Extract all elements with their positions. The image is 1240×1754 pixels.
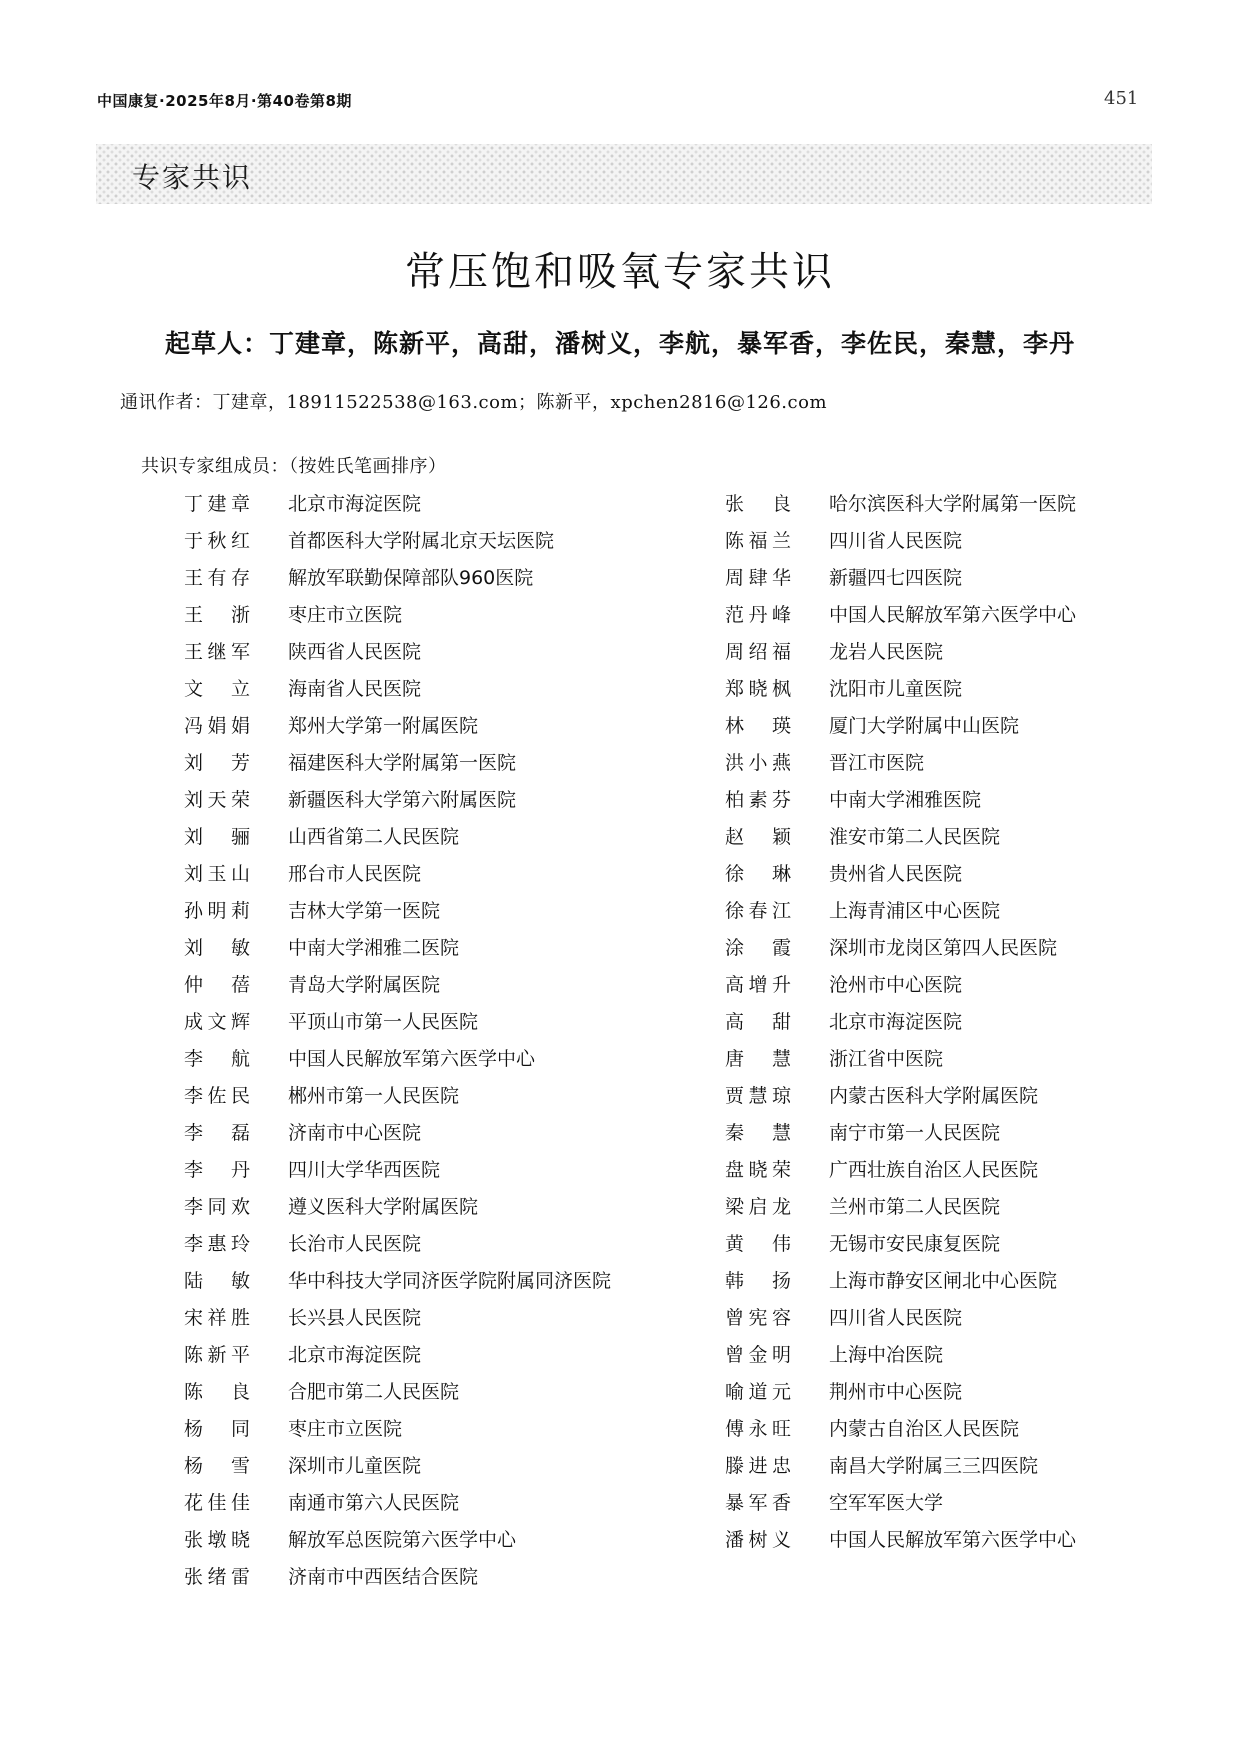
member-row [725, 1337, 1076, 1374]
member-row [725, 1226, 1076, 1263]
member-row [725, 1152, 1076, 1189]
member-institution: 四川省人民医院 [829, 530, 963, 552]
member-list-right [725, 486, 1076, 1559]
member-institution: 新疆四七四医院 [829, 567, 963, 589]
member-institution: 平顶山市第一人民医院 [288, 1011, 479, 1033]
member-institution: 哈尔滨医科大学附属第一医院 [829, 493, 1077, 515]
member-row [725, 1485, 1076, 1522]
member-list-heading: 共识专家组成员：（按姓氏笔画排序） [141, 456, 447, 477]
member-name: 孙明莉 [184, 900, 250, 922]
member-row [725, 967, 1076, 1004]
member-row [725, 1263, 1076, 1300]
member-row [184, 708, 611, 745]
member-institution: 贵州省人民医院 [829, 863, 963, 885]
member-institution: 浙江省中医院 [829, 1048, 944, 1070]
member-name: 张绪雷 [184, 1566, 250, 1588]
member-name: 冯娟娟 [184, 715, 250, 737]
member-row [184, 597, 611, 634]
member-institution: 无锡市安民康复医院 [829, 1233, 1001, 1255]
member-name: 柏素芬 [725, 789, 791, 811]
member-institution: 中南大学湘雅二医院 [288, 937, 460, 959]
member-row [725, 856, 1076, 893]
member-institution: 南昌大学附属三三四医院 [829, 1455, 1039, 1477]
member-institution: 厦门大学附属中山医院 [829, 715, 1020, 737]
member-name: 陈新平 [184, 1344, 250, 1366]
member-name: 于秋红 [184, 530, 250, 552]
member-row [184, 1152, 611, 1189]
member-name: 张良 [725, 493, 791, 515]
member-name: 贾慧琼 [725, 1085, 791, 1107]
member-row [725, 1115, 1076, 1152]
member-name: 陈福兰 [725, 530, 791, 552]
member-row [184, 1485, 611, 1522]
member-name: 刘玉山 [184, 863, 250, 885]
member-row [184, 930, 611, 967]
member-name: 暴军香 [725, 1492, 791, 1514]
member-institution: 遵义医科大学附属医院 [288, 1196, 479, 1218]
corresponding-author-name: 陈新平， [536, 392, 611, 413]
member-institution: 内蒙古医科大学附属医院 [829, 1085, 1039, 1107]
member-institution: 海南省人民医院 [288, 678, 422, 700]
article-title: 常压饱和吸氧专家共识 [405, 249, 835, 295]
member-name: 陈良 [184, 1381, 250, 1403]
member-institution: 广西壮族自治区人民医院 [829, 1159, 1039, 1181]
member-row [184, 1078, 611, 1115]
member-institution: 北京市海淀医院 [288, 1344, 422, 1366]
member-row [184, 486, 611, 523]
member-name: 王浙 [184, 604, 250, 626]
member-institution: 青岛大学附属医院 [288, 974, 441, 996]
member-institution: 郴州市第一人民医院 [288, 1085, 460, 1107]
member-name: 宋祥胜 [184, 1307, 250, 1329]
member-institution: 上海市静安区闸北中心医院 [829, 1270, 1058, 1292]
member-institution: 陕西省人民医院 [288, 641, 422, 663]
member-institution: 长兴县人民医院 [288, 1307, 422, 1329]
member-name: 高增升 [725, 974, 791, 996]
member-name: 徐春江 [725, 900, 791, 922]
member-row [725, 745, 1076, 782]
member-row [184, 893, 611, 930]
member-row [725, 819, 1076, 856]
member-institution: 北京市海淀医院 [288, 493, 422, 515]
member-row [725, 671, 1076, 708]
member-name: 李丹 [184, 1159, 250, 1181]
member-row [184, 1189, 611, 1226]
member-row [184, 782, 611, 819]
member-institution: 上海中冶医院 [829, 1344, 944, 1366]
column-banner [96, 144, 1152, 204]
member-institution: 华中科技大学同济医学院附属同济医院 [288, 1270, 612, 1292]
member-name: 杨雪 [184, 1455, 250, 1477]
member-institution: 中国人民解放军第六医学中心 [829, 604, 1077, 626]
member-institution: 内蒙古自治区人民医院 [829, 1418, 1020, 1440]
member-name: 陆敏 [184, 1270, 250, 1292]
member-name: 李磊 [184, 1122, 250, 1144]
member-name: 刘骊 [184, 826, 250, 848]
member-name: 刘芳 [184, 752, 250, 774]
member-name: 梁启龙 [725, 1196, 791, 1218]
member-row [725, 1078, 1076, 1115]
member-name: 刘天荣 [184, 789, 250, 811]
member-institution: 晋江市医院 [829, 752, 925, 774]
member-row [725, 1041, 1076, 1078]
corresponding-author-name: 丁建章， [212, 392, 287, 413]
member-row [184, 1337, 611, 1374]
member-row [725, 1411, 1076, 1448]
member-institution: 淮安市第二人民医院 [829, 826, 1001, 848]
member-row [184, 1411, 611, 1448]
member-name: 花佳佳 [184, 1492, 250, 1514]
journal-issue-line: 中国康复·2025年8月·第40卷第8期 [97, 92, 352, 110]
member-name: 周绍福 [725, 641, 791, 663]
member-row [725, 1189, 1076, 1226]
member-institution: 沈阳市儿童医院 [829, 678, 963, 700]
member-institution: 解放军联勤保障部队960医院 [288, 567, 534, 589]
member-name: 张墩晓 [184, 1529, 250, 1551]
member-name: 郑晓枫 [725, 678, 791, 700]
corresponding-author-email: xpchen2816@126.com [610, 392, 828, 413]
member-institution: 济南市中心医院 [288, 1122, 422, 1144]
member-row [184, 1226, 611, 1263]
member-row [184, 523, 611, 560]
drafters-line: 起草人：丁建章，陈新平，高甜，潘树义，李航，暴军香，李佐民，秦慧，李丹 [164, 329, 1075, 358]
member-row [184, 1522, 611, 1559]
member-name: 盘晓荣 [725, 1159, 791, 1181]
member-name: 丁建章 [184, 493, 250, 515]
member-institution: 中国人民解放军第六医学中心 [288, 1048, 536, 1070]
member-name: 李惠玲 [184, 1233, 250, 1255]
corresponding-author-line [120, 388, 827, 414]
member-name: 仲蓓 [184, 974, 250, 996]
member-row [725, 560, 1076, 597]
member-name: 范丹峰 [725, 604, 791, 626]
member-name: 曾金明 [725, 1344, 791, 1366]
member-institution: 四川省人民医院 [829, 1307, 963, 1329]
member-row [184, 560, 611, 597]
member-name: 王继军 [184, 641, 250, 663]
member-institution: 首都医科大学附属北京天坛医院 [288, 530, 555, 552]
member-name: 赵颖 [725, 826, 791, 848]
member-institution: 郑州大学第一附属医院 [288, 715, 479, 737]
member-row [725, 708, 1076, 745]
member-row [184, 1041, 611, 1078]
member-name: 杨同 [184, 1418, 250, 1440]
member-row [725, 1448, 1076, 1485]
member-row [184, 856, 611, 893]
member-institution: 枣庄市立医院 [288, 604, 403, 626]
column-label: 专家共识 [132, 161, 253, 194]
member-name: 高甜 [725, 1011, 791, 1033]
member-row [725, 1374, 1076, 1411]
member-row [184, 1263, 611, 1300]
member-row [725, 634, 1076, 671]
member-row [725, 930, 1076, 967]
member-row [184, 634, 611, 671]
member-institution: 长治市人民医院 [288, 1233, 422, 1255]
member-row [184, 1115, 611, 1152]
corresponding-author-email: 18911522538@163.com； [286, 392, 537, 413]
member-row [725, 782, 1076, 819]
member-row [184, 745, 611, 782]
member-institution: 吉林大学第一医院 [288, 900, 441, 922]
member-institution: 新疆医科大学第六附属医院 [288, 789, 517, 811]
member-institution: 龙岩人民医院 [829, 641, 944, 663]
member-row [725, 1522, 1076, 1559]
member-institution: 枣庄市立医院 [288, 1418, 403, 1440]
member-list-left [184, 486, 611, 1596]
member-name: 李佐民 [184, 1085, 250, 1107]
member-row [184, 819, 611, 856]
member-row [184, 1448, 611, 1485]
member-name: 傅永旺 [725, 1418, 791, 1440]
member-institution: 荆州市中心医院 [829, 1381, 963, 1403]
member-row [184, 1300, 611, 1337]
member-name: 潘树义 [725, 1529, 791, 1551]
member-name: 徐琳 [725, 863, 791, 885]
member-name: 涂霞 [725, 937, 791, 959]
member-institution: 南宁市第一人民医院 [829, 1122, 1001, 1144]
member-name: 黄伟 [725, 1233, 791, 1255]
member-institution: 合肥市第二人民医院 [288, 1381, 460, 1403]
member-name: 滕进忠 [725, 1455, 791, 1477]
member-name: 喻道元 [725, 1381, 791, 1403]
member-name: 李航 [184, 1048, 250, 1070]
member-institution: 深圳市龙岗区第四人民医院 [829, 937, 1058, 959]
member-name: 林瑛 [725, 715, 791, 737]
page-number: 451 [1104, 88, 1139, 109]
member-institution: 山西省第二人民医院 [288, 826, 460, 848]
member-institution: 兰州市第二人民医院 [829, 1196, 1001, 1218]
member-row [184, 967, 611, 1004]
member-row [184, 1004, 611, 1041]
member-row [725, 597, 1076, 634]
member-institution: 深圳市儿童医院 [288, 1455, 422, 1477]
member-name: 王有存 [184, 567, 250, 589]
member-name: 刘敏 [184, 937, 250, 959]
member-row [725, 486, 1076, 523]
member-row [725, 893, 1076, 930]
member-name: 成文辉 [184, 1011, 250, 1033]
member-name: 李同欢 [184, 1196, 250, 1218]
member-row [725, 523, 1076, 560]
member-name: 秦慧 [725, 1122, 791, 1144]
member-institution: 四川大学华西医院 [288, 1159, 441, 1181]
member-name: 文立 [184, 678, 250, 700]
member-row [725, 1300, 1076, 1337]
member-institution: 福建医科大学附属第一医院 [288, 752, 517, 774]
member-row [184, 1559, 611, 1596]
member-row [184, 671, 611, 708]
member-institution: 空军军医大学 [829, 1492, 944, 1514]
member-institution: 济南市中西医结合医院 [288, 1566, 479, 1588]
member-name: 曾宪容 [725, 1307, 791, 1329]
member-institution: 北京市海淀医院 [829, 1011, 963, 1033]
member-institution: 邢台市人民医院 [288, 863, 422, 885]
member-name: 唐慧 [725, 1048, 791, 1070]
member-institution: 南通市第六人民医院 [288, 1492, 460, 1514]
member-row [184, 1374, 611, 1411]
member-institution: 解放军总医院第六医学中心 [288, 1529, 517, 1551]
member-institution: 中国人民解放军第六医学中心 [829, 1529, 1077, 1551]
member-institution: 上海青浦区中心医院 [829, 900, 1001, 922]
corresponding-label: 通讯作者： [120, 392, 213, 413]
member-name: 洪小燕 [725, 752, 791, 774]
member-row [725, 1004, 1076, 1041]
member-institution: 中南大学湘雅医院 [829, 789, 982, 811]
member-name: 韩扬 [725, 1270, 791, 1292]
member-institution: 沧州市中心医院 [829, 974, 963, 996]
member-name: 周肆华 [725, 567, 791, 589]
